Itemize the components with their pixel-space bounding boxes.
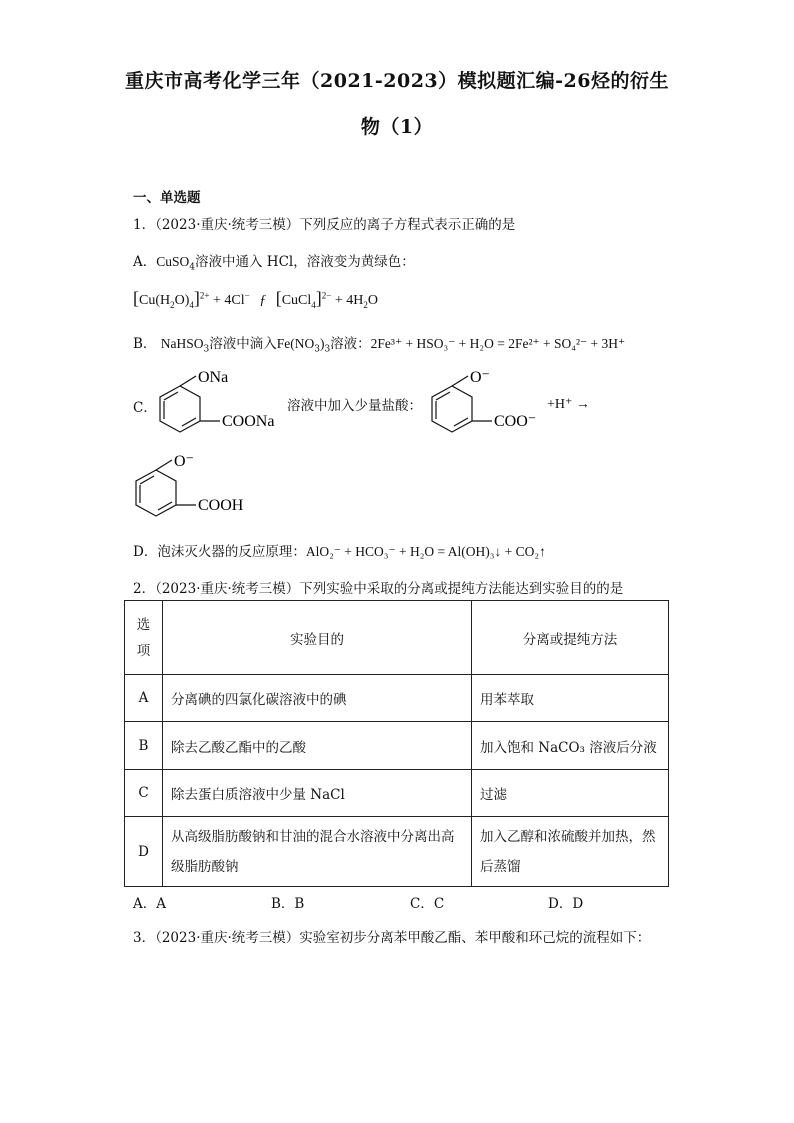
water-o: O [367, 293, 378, 308]
row-option: B [125, 722, 163, 770]
subscript: 3 [324, 344, 331, 355]
table-header-row [125, 601, 669, 675]
q3-stem: 3．（2023·重庆·统考三模）实验室初步分离苯甲酸乙酯、苯甲酸和环己烷的流程如下： [133, 930, 651, 946]
header-option: 选项 [125, 601, 163, 675]
formula-close: ) [319, 336, 325, 351]
charge: 2− [321, 290, 332, 301]
row-goal: 从高级脂肪酸钠和甘油的混合水溶液中分离出高级脂肪酸钠 [163, 817, 472, 887]
subscript: 3 [203, 344, 210, 355]
table-row [125, 675, 669, 722]
charge: 2+ [199, 290, 210, 301]
product-formula: CuCl [281, 293, 312, 308]
row-goal: 除去乙酸乙酯中的乙酸 [163, 722, 472, 770]
q1-stem: 1．（2023·重庆·统考三模）下列反应的离子方程式表示正确的是 [133, 217, 516, 233]
option-text: 溶液中通入 HCl，溶液变为黄绿色： [195, 254, 415, 270]
equilibrium-arrow: ƒ [259, 293, 267, 308]
structure-salicylate-dianion [422, 362, 552, 442]
complex-formula: Cu(H [139, 293, 171, 308]
page-title-line2: 物（1） [360, 116, 434, 138]
q1-option-c-text: 溶液中加入少量盐酸： [287, 398, 422, 414]
option-label: D． [133, 544, 158, 560]
row-option: D [125, 817, 163, 887]
subscript: 2 [363, 299, 368, 310]
water: + 4H [334, 293, 364, 308]
subscript: 4 [311, 299, 316, 310]
row-option: A [125, 675, 163, 722]
table-row [125, 722, 669, 770]
subscript: 4 [189, 299, 194, 310]
row-method: 用苯萃取 [472, 675, 669, 722]
header-method: 分离或提纯方法 [472, 601, 669, 675]
substituent-right: COO⁻ [494, 413, 537, 430]
row-option: C [125, 770, 163, 817]
subscript: 2 [170, 299, 175, 310]
row-goal: 分离碘的四氯化碳溶液中的碘 [163, 675, 472, 722]
formula: NaHSO [160, 336, 204, 351]
q2-choice-a: A．A [133, 896, 166, 912]
row-method: 加入乙醇和浓硫酸并加热，然后蒸馏 [472, 817, 669, 887]
header-goal: 实验目的 [163, 601, 472, 675]
q1-option-c-label: C． [133, 400, 157, 416]
structure-salicylic-anion [126, 446, 286, 526]
q1-option-c-plus: +H⁺ → [547, 397, 590, 412]
row-goal: 除去蛋白质溶液中少量 NaCl [163, 770, 472, 817]
subscript: 3 [314, 344, 320, 355]
section-heading: 一、单选题 [133, 190, 201, 206]
q1-option-b [133, 332, 625, 355]
substituent-right: COOH [198, 497, 244, 514]
q2-choice-b: B．B [271, 896, 305, 912]
option-text: 溶液： [330, 336, 371, 352]
formula: Fe(NO [276, 336, 315, 351]
reactant: + 4Cl [212, 293, 245, 308]
substituent-top: O⁻ [470, 369, 490, 386]
option-label: B． [133, 336, 157, 352]
q1-option-a-equation: $[Cu(H_2O)_4]^{2+} + 4Cl^-$ ƒ [CuCl$_4$]$^{2-}$ + $4H_2O$ [133, 288, 378, 310]
charge: − [244, 290, 250, 301]
page-title: 重庆市高考化学三年（2021-2023）模拟题汇编-26烃的衍生 [125, 70, 669, 92]
option-label: A． [133, 254, 157, 270]
substituent-top: ONa [198, 369, 229, 386]
option-text: 溶液中滴入 [209, 336, 277, 352]
substituent-right: COONa [222, 413, 275, 430]
q2-choice-d: D．D [548, 896, 584, 912]
row-method: 过滤 [472, 770, 669, 817]
structure-sodium-salicylate [150, 362, 300, 442]
table-row [125, 770, 669, 817]
row-method: 加入饱和 NaCO₃ 溶液后分液 [472, 722, 669, 770]
complex-formula-mid: O) [174, 293, 190, 308]
q2-choice-c: C．C [410, 896, 445, 912]
substituent-top: O⁻ [174, 453, 194, 470]
formula: CuSO [156, 254, 190, 269]
equation: AlO₂⁻ + HCO₃⁻ + H₂O = Al(OH)₃↓ + CO₂↑ [305, 544, 546, 559]
equation: 2Fe³⁺ + HSO₃⁻ + H₂O = 2Fe²⁺ + SO₄²⁻ + 3H⁺ [370, 336, 626, 351]
option-text: 泡沫灭火器的反应原理： [157, 544, 306, 560]
q1-option-d [133, 540, 546, 560]
q2-stem: 2．（2023·重庆·统考三模）下列实验中采取的分离或提纯方法能达到实验目的的是 [133, 581, 624, 597]
subscript: 4 [189, 262, 195, 273]
q1-option-a [133, 250, 415, 273]
q2-table [124, 600, 669, 887]
table-row [125, 817, 669, 887]
